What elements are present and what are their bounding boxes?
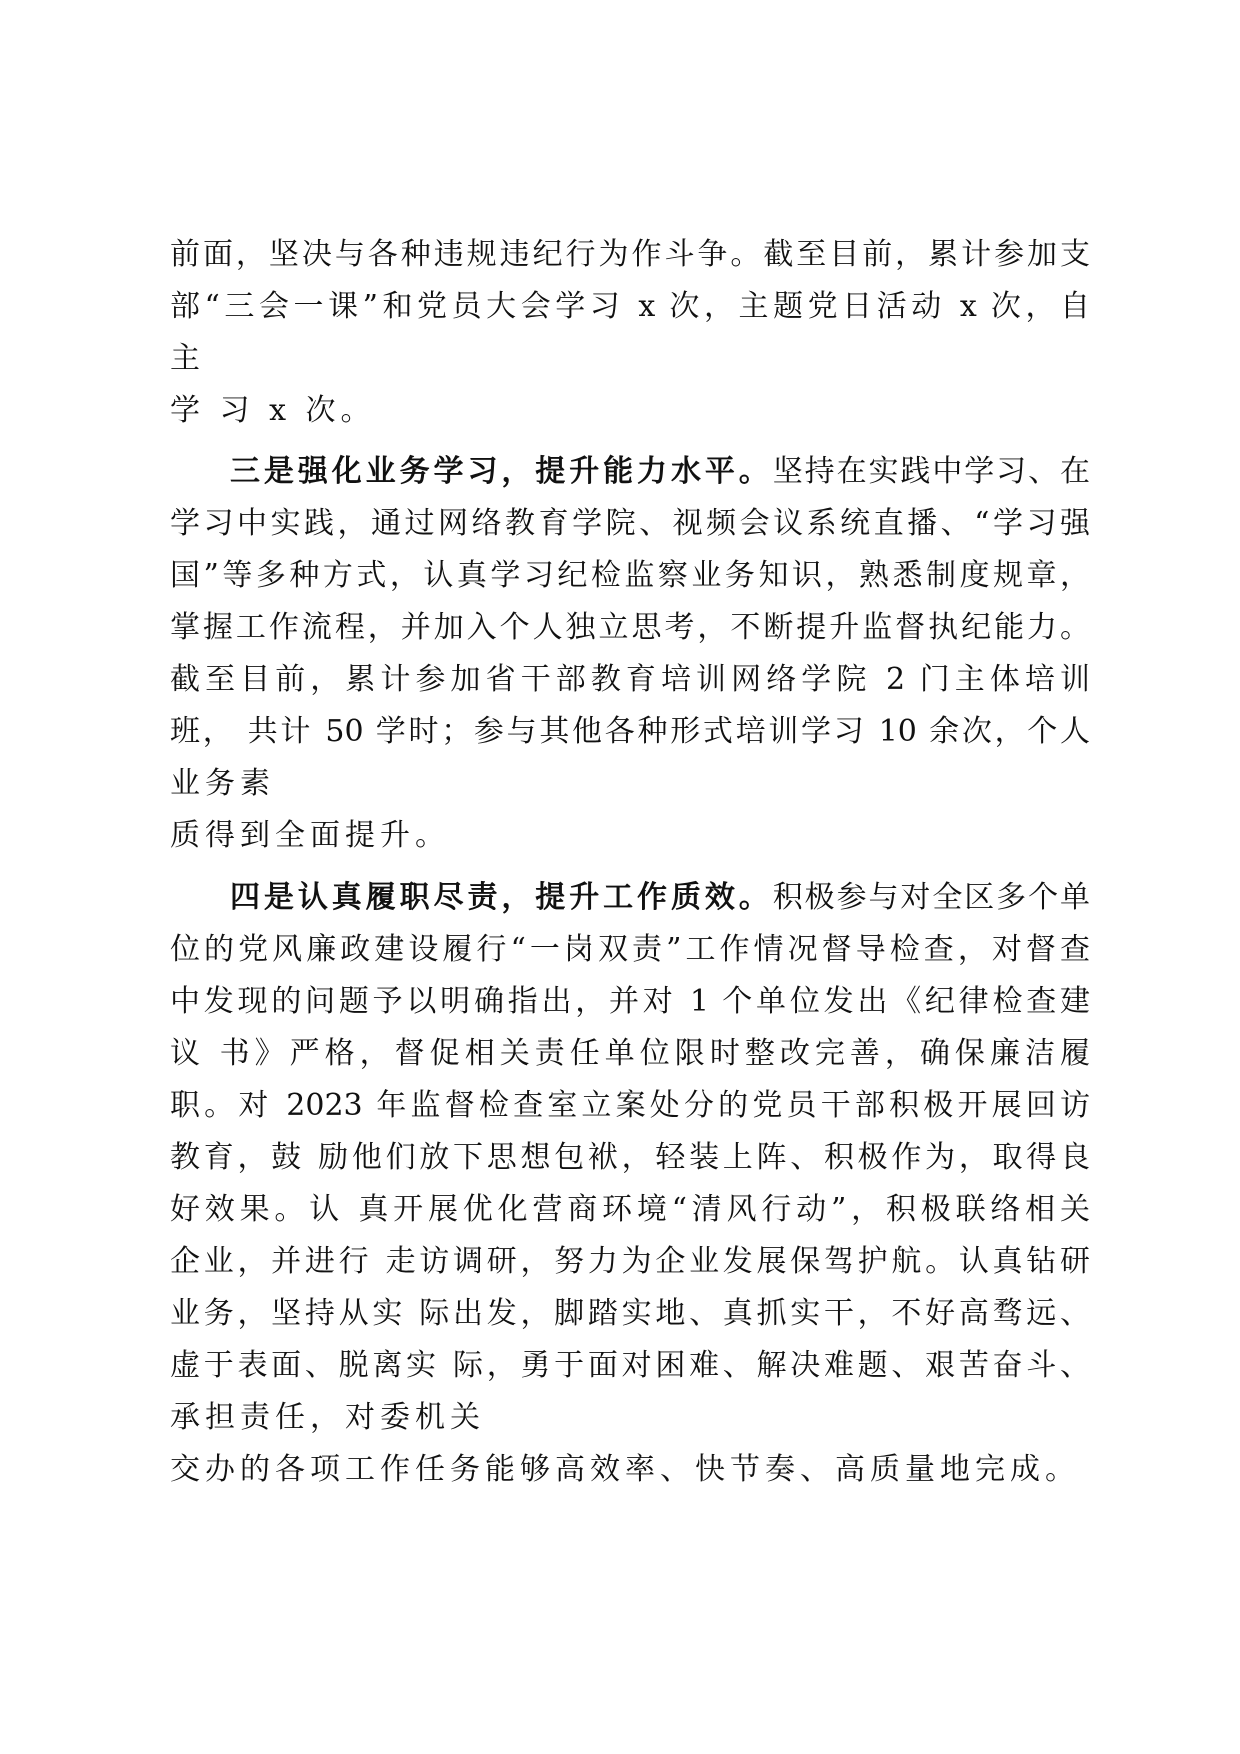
- paragraph-line: 业务，坚持从实 际出发，脚踏实地、真抓实干，不好高骛远、: [170, 1296, 1090, 1331]
- section-four-first-line-text: 积极参与对全区多个单: [772, 880, 1091, 915]
- paragraph-line: 班， 共计 50 学时；参与其他各种形式培训学习 10 余次，个人: [170, 714, 1090, 749]
- paragraph-line: 学 习 x 次。: [170, 393, 376, 428]
- paragraph-line: 议 书》严格，督促相关责任单位限时整改完善，确保廉洁履: [170, 1036, 1090, 1071]
- paragraph-line: 承担责任，对委机关: [170, 1400, 485, 1435]
- section-four-first-line: [230, 878, 1090, 918]
- paragraph-line: 学习中实践，通过网络教育学院、视频会议系统直播、“学习强: [170, 506, 1090, 541]
- paragraph-line: 虚于表面、脱离实 际，勇于面对困难、解决难题、艰苦奋斗、: [170, 1348, 1090, 1383]
- section-four-heading: 四是认真履职尽责，提升工作质效。: [230, 880, 773, 915]
- paragraph-line: 前面，坚决与各种违规违纪行为作斗争。截至目前，累计参加支: [170, 237, 1090, 272]
- paragraph-line: 质得到全面提升。: [170, 818, 450, 853]
- paragraph-line: 掌握工作流程，并加入个人独立思考，不断提升监督执纪能力。: [170, 610, 1090, 645]
- paragraph-line: 中发现的问题予以明确指出，并对 1 个单位发出《纪律检查建: [170, 984, 1090, 1019]
- section-three-heading: 三是强化业务学习，提升能力水平。: [230, 454, 773, 489]
- section-three-first-line: [230, 452, 1090, 492]
- section-three-first-line-text: 坚持在实践中学习、在: [772, 454, 1091, 489]
- paragraph-line: 位的党风廉政建设履行“一岗双责”工作情况督导检查，对督查: [170, 932, 1090, 967]
- paragraph-line: 业务素: [170, 766, 275, 801]
- paragraph-line: 教育，鼓 励他们放下思想包袱，轻装上阵、积极作为，取得良: [170, 1140, 1090, 1175]
- paragraph-line: 好效果。认 真开展优化营商环境“清风行动”，积极联络相关: [170, 1192, 1090, 1227]
- paragraph-line: 交办的各项工作任务能够高效率、快节奏、高质量地完成。: [170, 1452, 1080, 1487]
- paragraph-line: 主: [170, 341, 205, 376]
- paragraph-line: 截至目前，累计参加省干部教育培训网络学院 2 门主体培训: [170, 662, 1090, 697]
- paragraph-line: 国”等多种方式，认真学习纪检监察业务知识，熟悉制度规章，: [170, 558, 1090, 593]
- paragraph-line: 部“三会一课”和党员大会学习 x 次，主题党日活动 x 次，自: [170, 289, 1090, 324]
- paragraph-line: 企业，并进行 走访调研，努力为企业发展保驾护航。认真钻研: [170, 1244, 1090, 1279]
- paragraph-line: 职。对 2023 年监督检查室立案处分的党员干部积极开展回访: [170, 1088, 1090, 1123]
